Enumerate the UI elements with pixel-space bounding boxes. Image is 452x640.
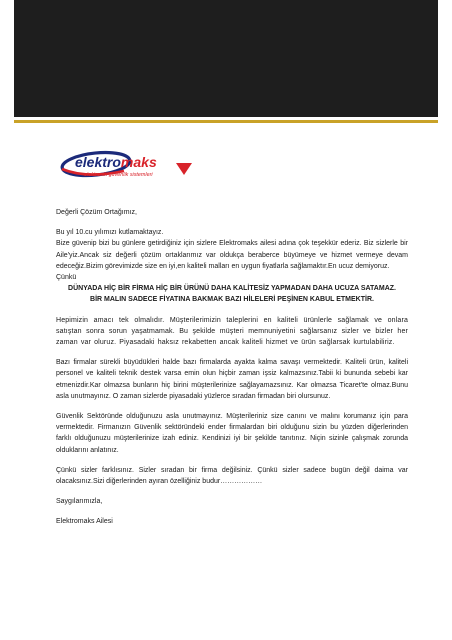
paragraph-4: Güvenlik Sektöründe olduğunuzu asla unutmayınız. Müşterileriniz size canını ve malını korumanız için para vermektedir. Firmanızın Güvenlik sektöründeki ender firmalardan biri olduğunu sizin bu yüzden diğerlerinden farklı olduğunuzu müşterilerinize izah ediniz. Kendinizi iyi bir şekilde tanıtınız. Niçin sizinle çalışmak zorunda olduklarını anlatınız. <box>56 413 408 454</box>
paragraph-5: Çünkü sizler farklısınız. Sizler sıradan bir firma değilsiniz. Çünkü sizler sadece bugün değil daima var olacaksınız.Sizi diğerlerinden ayıran özelliğiniz budur……………… <box>56 466 408 486</box>
paragraph-2: Hepimizin amacı tek olmalıdır. Müşterilerimizin taleplerini en kaliteli ürünlerle sağlamak ve onlara satıştan sonra sorun yaşatmamak. Bu şekilde müşteri memnuniyetini sağlarsanız sizler ve bizler her zaman var oluruz. Piyasadaki haksız rekabetten ancak kaliteli hizmet ve ürün sağlarsak kurtulabiliriz. <box>56 316 408 347</box>
intro-line: Bu yıl 10.cu yılımızı kutlamaktayız. <box>56 229 164 237</box>
emphasis-line-1: DÜNYADA HİÇ BİR FİRMA HİÇ BİR ÜRÜNÜ DAHA KALİTESİZ YAPMADAN DAHA UCUZA SATAMAZ. <box>68 285 396 293</box>
gold-divider <box>14 120 438 123</box>
elektromaks-logo <box>56 143 196 193</box>
emphasis-line-2: BİR MALIN SADECE FİYATINA BAKMAK BAZI HİLELERİ PEŞİNEN KABUL ETMEKTİR. <box>90 296 374 304</box>
triangle-icon <box>176 163 192 175</box>
paragraph-1: Bize güvenip bizi bu günlere getirdiğiniz için sizlere Elektromaks ailesi adına çok teşekkür ederiz. Biz sizlerle bir Aile'yiz.Ancak siz değerli çözüm ortaklarımız var oldukça beraberce büyümeye ve hizmet vermeye devam edeceğiz.Bizim görevimizde size en iyi,en kaliteli malları en uygun fiyatlarla sağlamaktır.En ucuz demiyoruz. <box>56 240 408 270</box>
paragraph-3: Bazı firmalar sürekli büyüdükleri halde bazı firmalarda ayakta kalma savaşı vermektedir. Kaliteli ürün, kaliteli personel ve kaliteli teknik destek varsa emin olun hiçbir zaman işsiz kalmazsınız.Tabii ki bununda sebebi kar etmenizdir.Kar olmazsa bunların hiç birini müşterilerinize sağlayamazsınız. Kar olmazsa Ticaret'te olmaz.Bunu asla unutmayınız. O zaman sizlerde piyasadaki yüzlerce sıradan firmadan biri olursunuz. <box>56 359 408 400</box>
because-line: Çünkü <box>56 274 77 282</box>
salutation: Değerli Çözüm Ortağımız, <box>56 209 137 216</box>
svg-text:elektronik güvenlik sistemleri: elektronik güvenlik sistemleri <box>84 172 153 178</box>
letter-body <box>56 207 408 537</box>
header-band <box>14 0 438 117</box>
svg-text:elektromaks: elektromaks <box>75 154 157 170</box>
closing: Saygılarımızla, <box>56 498 103 506</box>
signature: Elektromaks Ailesi <box>56 518 113 526</box>
